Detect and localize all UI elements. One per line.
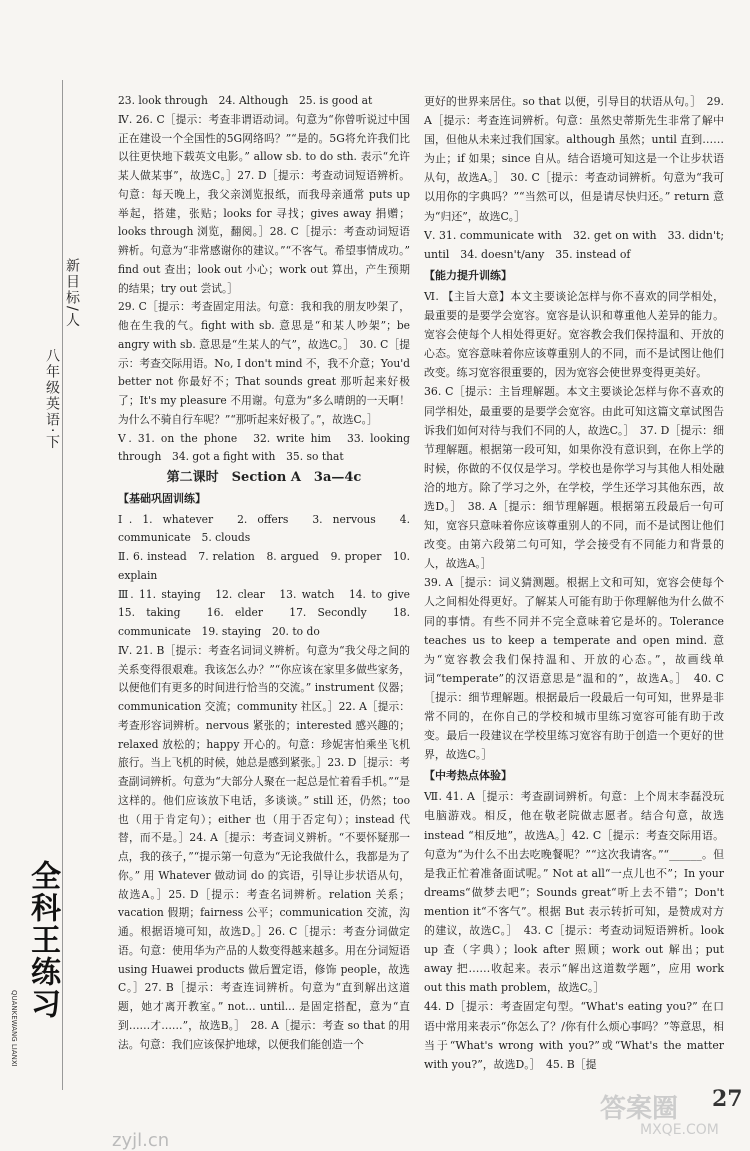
paragraph: Ⅴ. 31. communicate with 32. get on with 33. didn't; until 34. doesn't/any 35. instead of	[424, 228, 724, 261]
section-label-ability: 【能力提升训练】	[424, 268, 512, 282]
paragraph: 更好的世界来居住。so that 以便，引导目的状语从句。］ 29. A［提示：考查连词辨析。句意：虽然史蒂斯先生非常了解中国，但他从未来过我们国家。although 虽然；until 直到……为止；if 如果；since 自从。结合语境可知这是一个让步状语从句，故选A。］ 30. C［提示：考查动词辨析。句意为“我可以用你的字典吗？”“当然可以，但是请尽快归还。” return 意为“归还”，故选C。］	[424, 95, 724, 223]
watermark: MXQE.COM	[640, 1122, 719, 1138]
lesson-title: 第二课时 Section A 3a—4c	[166, 470, 362, 485]
paragraph: Ⅴ. 31. on the phone 32. write him 33. looking through 34. got a fight with 35. so that	[118, 431, 410, 464]
paragraph: Ⅱ. 6. instead 7. relation 8. argued 9. proper 10. explain	[118, 550, 410, 582]
paragraph: Ⅰ. 1. whatever 2. offers 3. nervous 4. communicate 5. clouds	[118, 512, 410, 545]
paragraph: 44. D［提示：考查固定句型。“What's eating you?” 在口语中常用来表示“你怎么了？/你有什么烦心事吗？”等意思，相当于“What's wrong with you?”或“What's the matter with you?”，故选D。］ 45. B［提	[424, 1000, 724, 1071]
grade-label: 八年级英语·下	[44, 348, 60, 451]
watermark: 答案圈	[600, 1094, 679, 1124]
paragraph: 29. C［提示：考查固定用法。句意：我和我的朋友吵架了，他在生我的气。fight with sb. 意思是“和某人吵架”；be angry with sb. 意思是“生某人的气”，故选C。］ 30. C［提示：考查交际用语。No, I don't mind 不，我不介意；You'd better not 你最好不；That sounds great 那听起来好极了；It's my pleasure 不用谢。句意为“多么晴朗的一天啊！为什么不骑自行车呢？”“那听起来好极了。”，故选C。］	[118, 300, 410, 426]
section-label-basic: 【基础巩固训练】	[118, 491, 206, 505]
paragraph: Ⅵ. 【主旨大意】本文主要谈论怎样与你不喜欢的同学相处，最重要的是要学会宽容。宽容是认识和尊重他人差异的能力。宽容会使每个人相处得更好。宽容教会我们保持温和、开放的心态。宽容意味着你应该尊重别人的不同，而不是试图让他们改变。练习宽容很重要的，因为宽容会使世界变得更美好。	[424, 289, 724, 380]
watermark: zyjl.cn	[112, 1130, 170, 1151]
logo-pinyin: QUANKEWANG LIANXI	[10, 990, 18, 1067]
right-column	[424, 92, 724, 1074]
page-number: 27	[712, 1086, 743, 1112]
spine-text	[42, 258, 82, 450]
series-label: 新目标/人	[64, 258, 80, 329]
paragraph: 23. look through 24. Although 25. is good at	[118, 94, 373, 107]
paragraph: 36. C［提示：主旨理解题。本文主要谈论怎样与你不喜欢的同学相处，最重要的是要学会宽容。由此可知这篇文章试图告诉我们如何对待与我们不同的人，故选C。］ 37. D［提示：细节理解题。根据第一段可知，如果你没有意识到，在你上学的时候，你做的不仅仅是学习。学校也是你学习与其他人相处融洽的地方。除了学习之外，在学校，学生还学习其他东西，故选D。］ 38. A［提示：细节理解题。根据第五段最后一句可知，宽容只意味着你应该尊重别人的不同，而不是试图让他们改变。由第六段第二句可知，学会接受有不同能力和背景的人，故选A。］	[424, 385, 724, 571]
paragraph: Ⅳ. 21. B［提示：考查名词词义辨析。句意为“我父母之间的关系变得很艰难。我该怎么办？”“你应该在家里多做些家务，以便他们有更多的时间进行恰当的交流。” instrument 仪器；communication 交流；community 社区。］22. A［提示：考查形容词辨析。nervous 紧张的；interested 感兴趣的；relaxed 放松的；happy 开心的。句意：珍妮害怕乘坐飞机旅行。当上飞机的时候，她总是感到紧张。］23. D［提示：考查副词辨析。句意为“大部分人聚在一起总是忙着看手机。”“是这样的。他们应该放下电话，多谈谈。” still 还，仍然；too 也（用于肯定句）；either 也（用于否定句）；instead 代替，而不是。］24. A［提示：考查词义辨析。“不要怀疑那一点，我的孩子，”“提示第一句意为“无论我做什么，我都是为了你。” 用 Whatever 做动词 do 的宾语，引导让步状语从句，故选A。］25. D［提示：考查名词辨析。relation 关系；vacation 假期；fairness 公平；communication 交流，沟通。根据语境可知，故选D。］26. C［提示：考查分词做定语。句意：使用华为产品的人数变得越来越多。用在分词短语 using Huawei products 做后置定语，修饰 people，故选C。］27. B［提示：考查连词辨析。句意为“直到解出这道题，她才离开教室。” not... until... 是固定搭配，意为“直到……才……”，故选B。］ 28. A［提示：考查 so that 的用法。句意：我们应该保护地球，以便我们能创造一个	[118, 643, 410, 1051]
section-label-hot: 【中考热点体验】	[424, 769, 512, 783]
left-column	[118, 92, 421, 1054]
brand-logo	[10, 860, 60, 1120]
book-spine	[0, 0, 92, 1150]
paragraph: Ⅲ. 11. staying 12. clear 13. watch 14. to give 15. taking 16. elder 17. Secondly 18. communicate 19. staying 20. to do	[118, 587, 421, 638]
paragraph: 39. A［提示：词义猜测题。根据上文和可知，宽容会使每个人之间相处得更好。了解某人可能有助于你理解他为什么做不同的事情。有些不同并不完全意味着它是坏的。Tolerance teaches us to keep a temperate and open mind. 意为“宽容教会我们保持温和、开放的心态。”，故画线单词“temperate”的汉语意思是“温和的”，故选A。］ 40. C［提示：细节理解题。根据最后一段最后一句可知，世界是非常不同的，在你自己的学校和城市里练习宽容可能有助于改变。最后一段建议在学校里练习宽容有助于创造一个更好的世界，故选C。］	[424, 576, 724, 762]
logo-text: 全科王练习	[25, 860, 60, 1020]
paragraph: Ⅶ. 41. A［提示：考查副词辨析。句意：上个周末李磊没玩电脑游戏。相反，他在敬老院做志愿者。结合句意，故选 instead “相反地”，故选A。］42. C［提示：考查交际用语。句意为“为什么不出去吃晚餐呢？”“这次我请客。”“______。但是我正忙着准备面试呢。” Not at all“一点儿也不”；In your dreams“做梦去吧”；Sounds great“听上去不错”；Don't mention it“不客气”。根据 But 表示转折可知，是赞成对方的建议，故选C。］ 43. C［提示：考查动词短语辨析。look up 查（字典）；look after 照顾；work out 解出；put away 把……收起来。表示“解出这道数学题”，应用 work out this math problem，故选C。］	[424, 790, 724, 995]
paragraph: Ⅳ. 26. C［提示：考查非谓语动词。句意为“你曾听说过中国正在建设一个全国性的5G网络吗？”“是的。5G将允许我们比以往更快地下载英文电影。” allow sb. to do sth. 表示“允许某人做某事”，故选C。］27. D［提示：考查动词短语辨析。句意：每天晚上，我父亲浏览报纸，而我母亲通常 puts up 举起，搭建，张贴；looks for 寻找；gives away 捐赠；looks through 浏览，翻阅。］28. C［提示：考查动词短语辨析。句意为“非常感谢你的建议。”“不客气。希望事情成功。” find out 查出；look out 小心；work out 算出，产生预期的结果；try out 尝试。］	[118, 112, 410, 295]
